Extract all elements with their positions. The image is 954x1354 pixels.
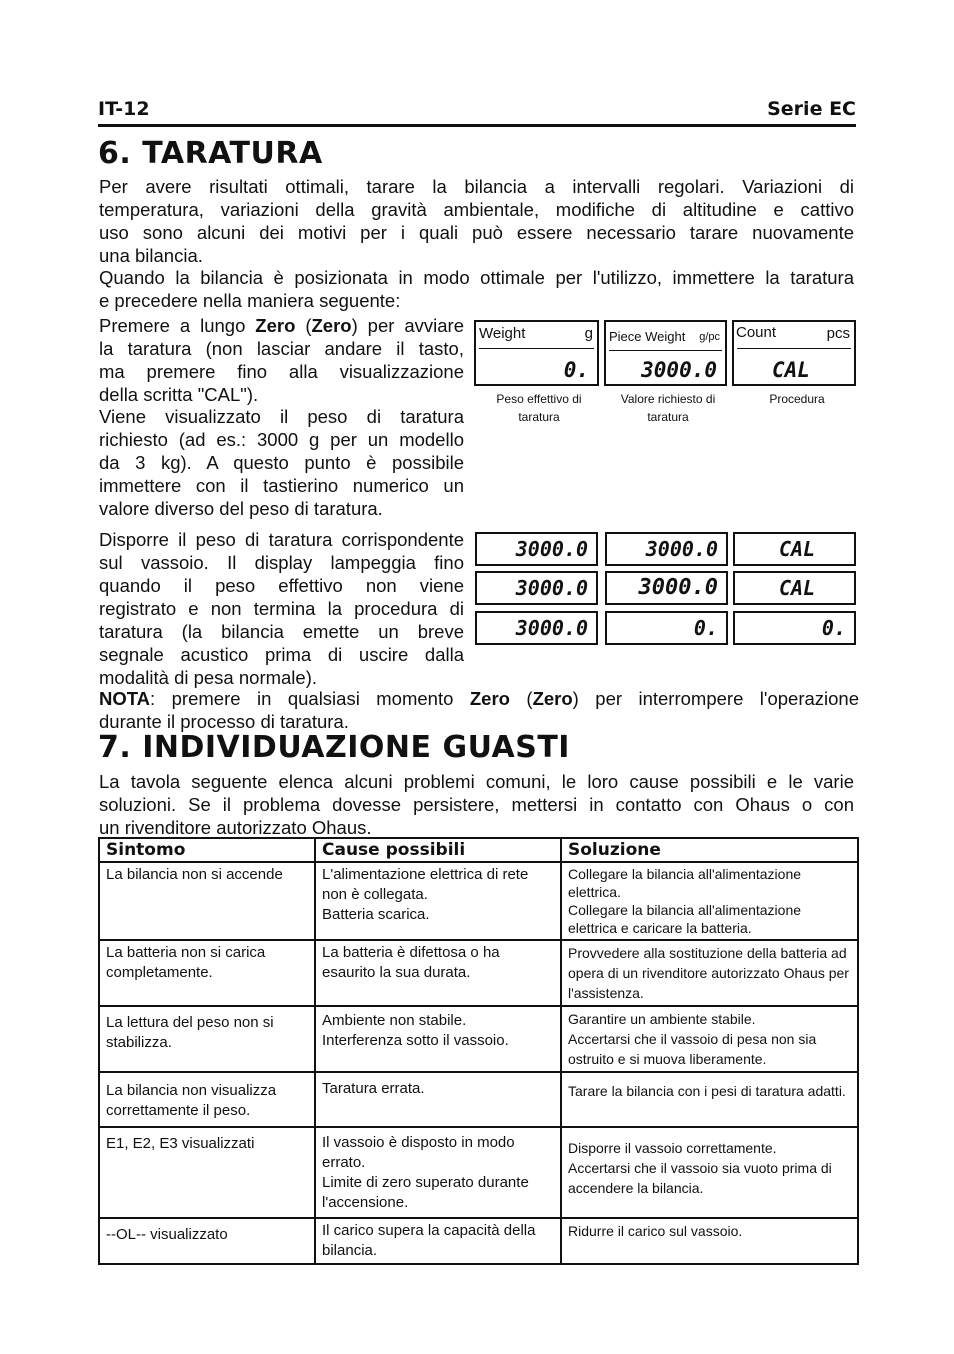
display-unit: pcs <box>826 325 850 342</box>
table-row <box>99 1218 858 1264</box>
text-line: Quando la bilancia è posizionata in modo ottimale per l'utilizzo, immettere la taratura <box>99 267 854 288</box>
column-header-causes: Cause possibili <box>315 838 561 862</box>
display-unit: g <box>584 325 593 342</box>
weight-display <box>474 320 599 386</box>
cause-cell: La batteria è difettosa o ha esaurito la sua durata. <box>315 940 561 1006</box>
text-line: valore diverso del peso di taratura. <box>99 498 383 519</box>
caption-line: Procedura <box>769 392 825 406</box>
solution-cell: Garantire un ambiente stabile. Accertarsi che il vassoio di pesa non sia ostruito e si muova liberamente. <box>561 1006 858 1072</box>
text-fragment: ( <box>295 315 312 336</box>
text-line: registrato e non termina la procedura di <box>99 598 464 619</box>
cause-cell: Il vassoio è disposto in modo errato. Limite di zero superato durante l'accensione. <box>315 1127 561 1218</box>
step-3-text <box>99 528 464 689</box>
zero-key-label: Zero <box>311 315 352 336</box>
section-7-title: 7. INDIVIDUAZIONE GUASTI <box>98 730 570 765</box>
zero-key-label: Zero <box>255 315 296 336</box>
text-line: sul vassoio. Il display lampeggia fino <box>99 552 464 573</box>
text-line: Disporre il peso di taratura corrispondente <box>99 529 464 550</box>
sequence-display: CAL <box>733 532 856 566</box>
table-row <box>99 1006 858 1072</box>
sequence-display: 3000.0 <box>605 532 728 566</box>
sequence-display: 3000.0 <box>475 611 598 645</box>
section-6-intro-2 <box>99 266 854 312</box>
header-rule <box>98 124 856 127</box>
text-line <box>99 687 859 710</box>
display-divider <box>609 350 722 351</box>
page-number: IT-12 <box>98 98 150 120</box>
caption-line: taratura <box>647 410 689 424</box>
calibration-note <box>99 687 859 733</box>
note-label: NOTA <box>99 688 151 709</box>
column-header-symptom: Sintomo <box>99 838 315 862</box>
display-label: Weight <box>479 325 526 342</box>
display-label: Count <box>736 324 777 341</box>
section-7-intro <box>99 770 854 839</box>
symptom-cell: E1, E2, E3 visualizzati <box>99 1127 315 1218</box>
text-fragment: : premere in qualsiasi momento <box>150 688 470 709</box>
count-display-caption <box>733 390 861 408</box>
section-6-intro-1 <box>99 175 854 267</box>
text-line: e precedere nella maniera seguente: <box>99 290 401 311</box>
text-fragment: ) per avviare <box>351 315 464 336</box>
text-line: La tavola seguente elenca alcuni problemi comuni, le loro cause possibili e le varie <box>99 771 854 792</box>
zero-key-label: Zero <box>532 688 573 709</box>
symptom-cell: La batteria non si carica completamente. <box>99 940 315 1006</box>
text-line: segnale acustico prima di uscire dalla <box>99 644 464 665</box>
solution-cell: Disporre il vassoio correttamente. Accertarsi che il vassoio sia vuoto prima di accendere la bilancia. <box>561 1127 858 1218</box>
sequence-display: 0. <box>733 611 856 645</box>
cause-cell: Il carico supera la capacità della bilancia. <box>315 1218 561 1264</box>
sequence-display: 3000.0 <box>605 571 728 605</box>
symptom-cell: La bilancia non visualizza correttamente il peso. <box>99 1072 315 1127</box>
symptom-cell: La lettura del peso non si stabilizza. <box>99 1006 315 1072</box>
display-divider <box>737 348 851 349</box>
cause-cell: L'alimentazione elettrica di rete non è collegata. Batteria scarica. <box>315 862 561 940</box>
text-line: durante il processo di taratura. <box>99 711 349 732</box>
text-line: temperatura, variazioni della gravità ambientale, modifiche di altitudine e cattivo <box>99 199 854 220</box>
display-divider <box>479 348 594 349</box>
table-header-row <box>99 838 858 862</box>
text-fragment: Premere a lungo <box>99 315 256 336</box>
table-row <box>99 1127 858 1218</box>
cause-cell: Taratura errata. <box>315 1072 561 1127</box>
text-line: quando il peso effettivo non viene <box>99 575 464 596</box>
section-6-title: 6. TARATURA <box>98 136 323 171</box>
solution-cell: Ridurre il carico sul vassoio. <box>561 1218 858 1264</box>
display-value: 3000.0 <box>641 358 717 382</box>
solution-cell: Provvedere alla sostituzione della batteria ad opera di un rivenditore autorizzato Ohaus per l'assistenza. <box>561 940 858 1006</box>
sequence-display: CAL <box>733 571 856 605</box>
caption-line: taratura <box>518 410 560 424</box>
text-line: da 3 kg). A questo punto è possibile <box>99 452 464 473</box>
piece-weight-display-caption <box>603 390 733 426</box>
zero-key-label: Zero <box>469 688 510 709</box>
column-header-solution: Soluzione <box>561 838 858 862</box>
text-line: richiesto (ad es.: 3000 g per un modello <box>99 429 464 450</box>
solution-cell: Collegare la bilancia all'alimentazione elettrica. Collegare la bilancia all'alimentazione elettrica e caricare la batteria. <box>561 862 858 940</box>
text-line: della scritta "CAL"). <box>99 384 259 405</box>
table-row <box>99 940 858 1006</box>
weight-display-caption <box>474 390 604 426</box>
text-line: uso sono alcuni dei motivi per i quali può essere necessario tarare nuovamente <box>99 222 854 243</box>
display-unit: g/pc <box>699 331 720 343</box>
text-line: immettere con il tastierino numerico un <box>99 475 464 496</box>
sequence-display: 0. <box>605 611 728 645</box>
text-line: la taratura (non lasciar andare il tasto, <box>99 338 464 359</box>
text-fragment: ( <box>509 688 533 709</box>
piece-weight-display <box>604 320 727 386</box>
text-line: un rivenditore autorizzato Ohaus. <box>99 817 372 838</box>
caption-line: Valore richiesto di <box>620 392 716 406</box>
text-line: soluzioni. Se il problema dovesse persistere, mettersi in contatto con Ohaus o con <box>99 794 854 815</box>
text-line: una bilancia. <box>99 245 203 266</box>
step-2-text <box>99 405 464 520</box>
symptom-cell: La bilancia non si accende <box>99 862 315 940</box>
count-display <box>732 320 856 386</box>
sequence-display: 3000.0 <box>475 532 598 566</box>
sequence-display: 3000.0 <box>475 571 598 605</box>
text-line: ma premere fino alla visualizzazione <box>99 361 464 382</box>
display-value: CAL <box>772 358 810 382</box>
caption-line: Peso effettivo di <box>496 392 582 406</box>
text-line: Per avere risultati ottimali, tarare la bilancia a intervalli regolari. Variazioni di <box>99 176 854 197</box>
text-line: modalità di pesa normale). <box>99 667 317 688</box>
table-row <box>99 1072 858 1127</box>
step-1-text <box>99 314 464 406</box>
text-line: Viene visualizzato il peso di taratura <box>99 406 464 427</box>
display-value: 0. <box>563 358 589 382</box>
table-row <box>99 862 858 940</box>
troubleshooting-table <box>98 837 859 1265</box>
text-fragment: ) per interrompere l'operazione <box>572 688 859 709</box>
cause-cell: Ambiente non stabile. Interferenza sotto il vassoio. <box>315 1006 561 1072</box>
series-label: Serie EC <box>767 98 856 120</box>
solution-cell: Tarare la bilancia con i pesi di taratura adatti. <box>561 1072 858 1127</box>
symptom-cell: --OL-- visualizzato <box>99 1218 315 1264</box>
text-line <box>99 314 464 337</box>
display-label: Piece Weight <box>609 329 686 344</box>
text-line: taratura (la bilancia emette un breve <box>99 621 464 642</box>
